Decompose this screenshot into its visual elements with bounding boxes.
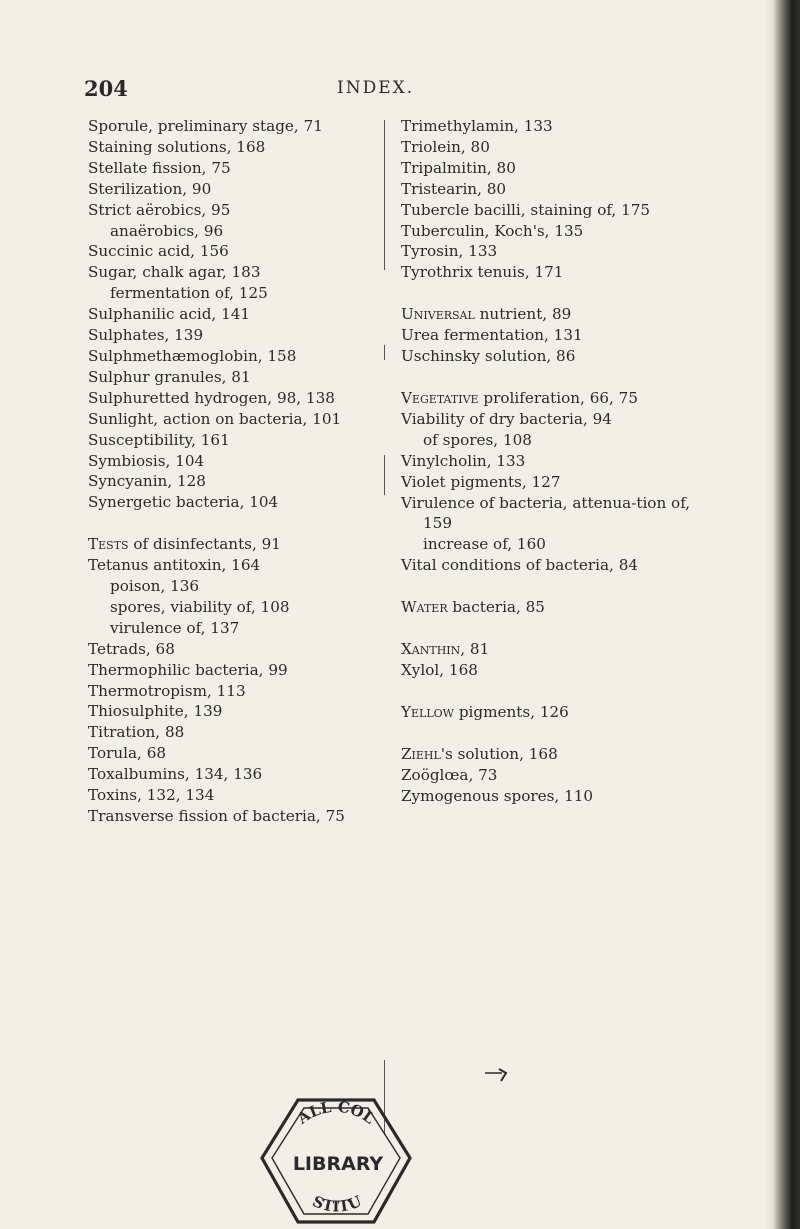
section-lead-word: Tests bbox=[88, 535, 129, 554]
index-column-right bbox=[401, 116, 701, 806]
section-lead-word: Yellow bbox=[401, 702, 454, 721]
index-subentry: increase of, 160 bbox=[423, 535, 546, 554]
section-lead-word: Ziehl bbox=[401, 744, 441, 763]
book-binding-edge bbox=[774, 0, 800, 1229]
index-entry: Tuberculin, Koch's, 135 bbox=[401, 221, 584, 240]
index-entry: Tristearin, 80 bbox=[401, 179, 507, 198]
index-entry: Stellate fission, 75 bbox=[88, 158, 231, 177]
section-gap bbox=[401, 576, 701, 597]
column-divider bbox=[384, 120, 385, 270]
index-entry: Tetrads, 68 bbox=[88, 639, 175, 658]
index-entry: Syncyanin, 128 bbox=[88, 472, 206, 491]
page-gutter-shadow bbox=[766, 0, 774, 1229]
index-entry: Sulphmethæmoglobin, 158 bbox=[88, 346, 297, 365]
index-entry: Virulence of bacteria, attenua-tion of, 159 bbox=[401, 493, 691, 533]
section-lead-word: Xanthin bbox=[401, 640, 461, 659]
index-entry: Sulphanilic acid, 141 bbox=[88, 305, 251, 324]
index-entry bbox=[401, 744, 701, 765]
index-entry: Symbiosis, 104 bbox=[88, 451, 205, 470]
index-entry: Vital conditions of bacteria, 84 bbox=[401, 556, 639, 575]
index-entry: Transverse fission of bacteria, 75 bbox=[88, 807, 345, 825]
index-entry: Succinic acid, 156 bbox=[88, 242, 229, 261]
index-entry: Violet pigments, 127 bbox=[401, 472, 561, 491]
index-entry: Strict aërobics, 95 bbox=[88, 200, 231, 219]
index-entry: Staining solutions, 168 bbox=[88, 137, 266, 156]
index-entry bbox=[401, 702, 701, 723]
index-entry: Susceptibility, 161 bbox=[88, 430, 230, 449]
entry-text: bacteria, 85 bbox=[447, 598, 545, 617]
column-divider bbox=[384, 345, 385, 360]
stamp-bottom-text: STITU bbox=[309, 1192, 365, 1216]
index-entry: Zoöglœa, 73 bbox=[401, 765, 498, 784]
index-entry: Synergetic bacteria, 104 bbox=[88, 493, 279, 512]
index-entry bbox=[401, 639, 701, 660]
index-subentry: poison, 136 bbox=[110, 577, 200, 596]
index-entry: Tyrosin, 133 bbox=[401, 242, 498, 261]
section-gap bbox=[401, 283, 701, 304]
index-entry: Sugar, chalk agar, 183 bbox=[88, 263, 261, 282]
index-entry: Sulphates, 139 bbox=[88, 326, 204, 345]
index-entry: Titration, 88 bbox=[88, 723, 185, 742]
entry-text: nutrient, 89 bbox=[474, 305, 572, 324]
index-entry: Urea fermentation, 131 bbox=[401, 326, 583, 345]
index-entry: Sterilization, 90 bbox=[88, 179, 212, 198]
index-entry: Thermophilic bacteria, 99 bbox=[88, 660, 288, 679]
section-gap bbox=[401, 618, 701, 639]
index-entry bbox=[401, 304, 701, 325]
running-head: INDEX. bbox=[337, 78, 415, 98]
index-entry: Vinylcholin, 133 bbox=[401, 451, 526, 470]
index-entry: Toxalbumins, 134, 136 bbox=[88, 765, 263, 784]
index-entry bbox=[88, 534, 388, 555]
section-gap bbox=[88, 513, 388, 534]
page-header bbox=[0, 76, 800, 106]
section-lead-word: Vegetative bbox=[401, 388, 479, 407]
index-entry: Viability of dry bacteria, 94 bbox=[401, 409, 612, 428]
entry-text: of disinfectants, 91 bbox=[128, 535, 281, 554]
index-entry: Tyrothrix tenuis, 171 bbox=[401, 263, 564, 282]
entry-text: , 81 bbox=[460, 640, 490, 659]
library-stamp bbox=[256, 1088, 416, 1228]
index-entry: Sporule, preliminary stage, 71 bbox=[88, 117, 323, 135]
index-subentry: of spores, 108 bbox=[423, 430, 532, 449]
index-column-left bbox=[88, 116, 388, 827]
index-entry: Sunlight, action on bacteria, 101 bbox=[88, 409, 342, 428]
index-subentry: fermentation of, 125 bbox=[110, 284, 268, 303]
index-entry: Zymogenous spores, 110 bbox=[401, 786, 594, 805]
index-entry bbox=[401, 388, 701, 409]
index-entry: Xylol, 168 bbox=[401, 660, 478, 679]
index-entry: Thermotropism, 113 bbox=[88, 681, 246, 700]
section-lead-word: Universal bbox=[401, 305, 475, 324]
section-gap bbox=[401, 367, 701, 388]
index-entry: Uschinsky solution, 86 bbox=[401, 347, 576, 366]
index-entry: Tetanus antitoxin, 164 bbox=[88, 556, 261, 575]
index-entry: Torula, 68 bbox=[88, 744, 167, 763]
index-entry: Sulphuretted hydrogen, 98, 138 bbox=[88, 388, 335, 407]
section-gap bbox=[401, 681, 701, 702]
index-entry bbox=[401, 597, 701, 618]
index-subentry: anaërobics, 96 bbox=[110, 221, 224, 240]
entry-text: proliferation, 66, 75 bbox=[478, 388, 639, 407]
section-lead-word: Water bbox=[401, 598, 448, 617]
index-entry: Triolein, 80 bbox=[401, 137, 490, 156]
index-entry: Toxins, 132, 134 bbox=[88, 786, 215, 805]
page-number: 204 bbox=[84, 76, 128, 101]
arrow-mark-icon bbox=[484, 1068, 508, 1082]
index-entry: Tubercle bacilli, staining of, 175 bbox=[401, 200, 651, 219]
index-entry: Thiosulphite, 139 bbox=[88, 702, 223, 721]
index-entry: Sulphur granules, 81 bbox=[88, 367, 251, 386]
column-divider bbox=[384, 455, 385, 495]
index-subentry: spores, viability of, 108 bbox=[110, 597, 290, 616]
section-gap bbox=[401, 723, 701, 744]
index-subentry: virulence of, 137 bbox=[110, 618, 240, 637]
entry-text: 's solution, 168 bbox=[440, 744, 558, 763]
stamp-middle-text: LIBRARY bbox=[292, 1153, 384, 1175]
index-entry: Trimethylamin, 133 bbox=[401, 117, 553, 135]
entry-text: pigments, 126 bbox=[454, 702, 569, 721]
stamp-top-text: ALL COL bbox=[294, 1097, 378, 1128]
index-entry: Tripalmitin, 80 bbox=[401, 158, 516, 177]
